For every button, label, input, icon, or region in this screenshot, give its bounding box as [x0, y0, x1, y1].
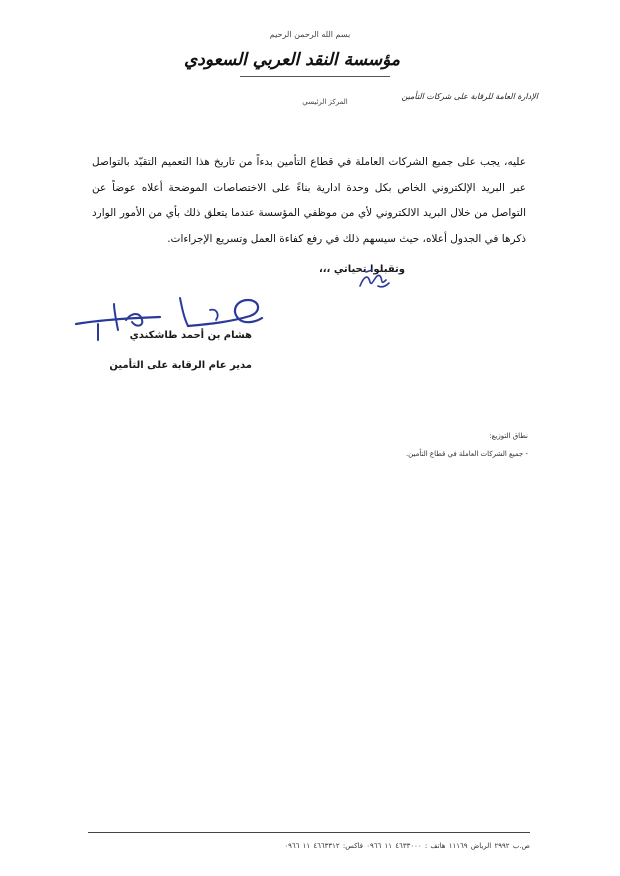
- body-paragraph: عليه، يجب على جميع الشركات العاملة في قطاع التأمين بدءاً من تاريخ هذا التعميم التقيّد بالتواصل عبر البريد الإلكتروني الخاص بكل وحدة ادارية بناءً على الاختصاصات الموضحة أعلاه عوضاً عن التواصل من خلال البريد الالكتروني لأي من موظفي المؤسسة عندما يتعلق ذلك بأي من الأمور الوارد ذكرها في الجدول أعلاه، حيث سيسهم ذلك في رفع كفاءة العمل وتسريع الإجراءات.: [92, 156, 526, 245]
- department-name: الإدارة العامة للرقابة على شركات التأمين: [401, 92, 538, 101]
- footer-contact: ص.ب ٢٩٩٢ الرياض ١١١٦٩ هاتف : ٤٦٣٣٠٠٠ ١١ ٠٩٦٦ فاكس: ٤٦٦٣٣١٢ ١١ ٠٩٦٦: [284, 842, 530, 850]
- signer-name: هشام بن أحمد طاشكندي: [129, 330, 252, 341]
- basmala: بسم الله الرحمن الرحيم: [269, 30, 351, 39]
- signature: [70, 290, 270, 350]
- signer-title: مدير عام الرقابة على التأمين: [109, 360, 252, 371]
- letterhead-underline: [240, 76, 390, 77]
- closing-line: وتقبلوا تحياتي ،،،: [318, 264, 405, 275]
- distribution-item: - جميع الشركات العاملة في قطاع التأمين.: [405, 450, 528, 458]
- handwritten-mark: [356, 266, 392, 292]
- head-office-label: المركز الرئيسي: [302, 98, 348, 106]
- footer-divider: [88, 832, 530, 833]
- organization-name: مؤسسة النقد العربي السعودي: [183, 50, 400, 70]
- distribution-label: نطاق التوزيع:: [489, 432, 528, 440]
